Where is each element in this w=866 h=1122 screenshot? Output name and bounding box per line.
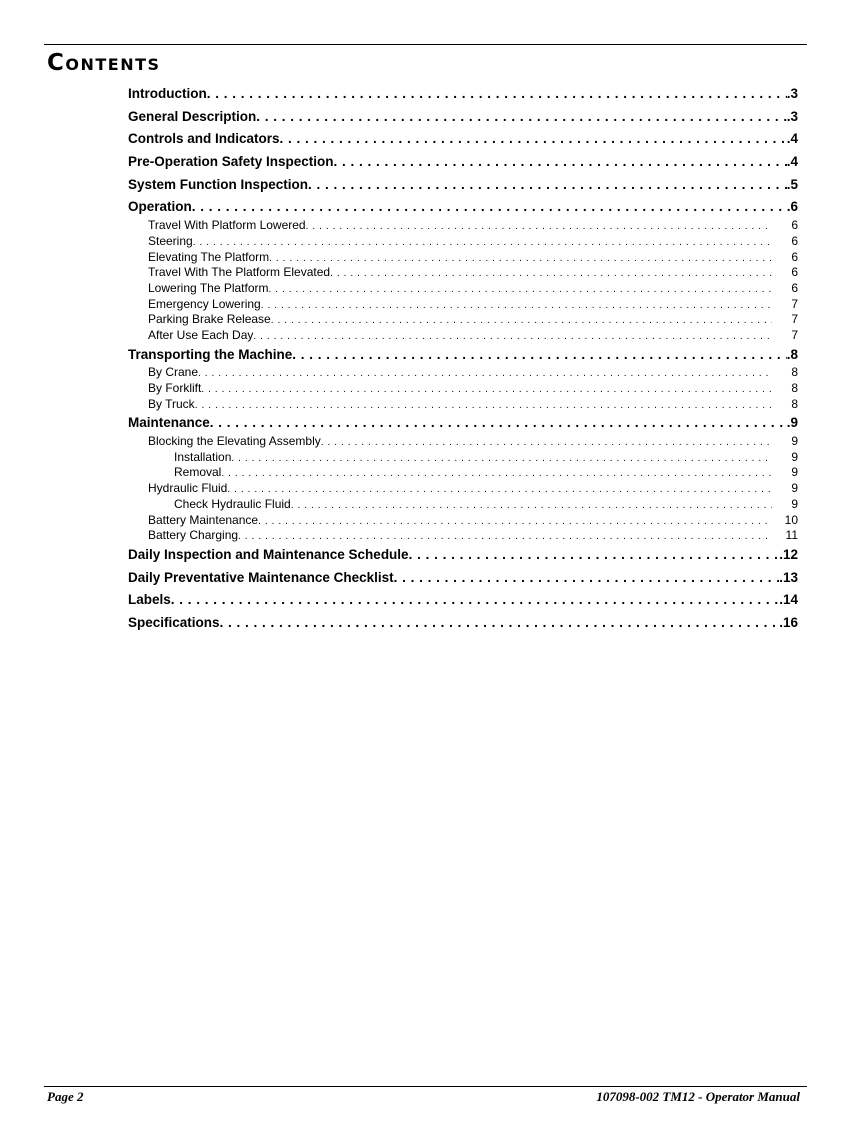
toc-entry-title: By Truck (148, 396, 195, 411)
toc-entry-title: Elevating The Platform (148, 249, 270, 264)
toc-entry-title: By Crane (148, 365, 199, 380)
toc-entry-title: Specifications (128, 614, 220, 630)
toc-entry[interactable] (128, 328, 798, 344)
dot-leader (261, 298, 772, 314)
toc-entry[interactable] (128, 281, 798, 297)
toc-entry[interactable] (128, 450, 798, 466)
toc-entry[interactable] (128, 265, 798, 281)
toc-entry-page-number: 6 (791, 249, 798, 264)
toc-entry[interactable] (128, 412, 798, 435)
toc-entry-page-number: 7 (791, 312, 798, 327)
toc-entry-page-number: .6 (786, 199, 798, 215)
toc-entry-title: Travel With Platform Lowered (148, 218, 306, 233)
toc-entry[interactable] (128, 128, 798, 151)
toc-entry-page-number: 9 (791, 465, 798, 480)
toc-entry[interactable] (128, 567, 798, 590)
dot-leader (210, 412, 787, 435)
dot-leader (334, 151, 787, 174)
toc-entry[interactable] (128, 344, 798, 367)
toc-entry[interactable] (128, 381, 798, 397)
toc-entry[interactable] (128, 434, 798, 450)
toc-entry-title: Emergency Lowering (148, 296, 261, 311)
dot-leader (201, 382, 772, 398)
toc-entry-page-number: 8 (791, 396, 798, 411)
toc-entry-page-number: 7 (791, 296, 798, 311)
footer-page-number: Page 2 (47, 1089, 84, 1104)
toc-entry[interactable] (128, 397, 798, 413)
toc-entry-page-number: 6 (791, 233, 798, 248)
dot-leader (394, 567, 780, 590)
toc-entry[interactable] (128, 513, 798, 529)
toc-entry-title: Introduction (128, 86, 207, 101)
toc-entry-page-number: .9 (786, 415, 798, 431)
toc-entry-page-number: .13 (779, 569, 798, 585)
toc-entry-page-number: 9 (791, 496, 798, 511)
dot-leader (198, 366, 772, 382)
toc-entry[interactable] (128, 544, 798, 567)
toc-entry-page-number: .8 (786, 346, 798, 362)
toc-entry[interactable] (128, 174, 798, 197)
dot-leader (291, 498, 772, 514)
toc-entry-page-number: .3 (786, 108, 798, 124)
dot-leader (409, 544, 780, 567)
toc-entry-title: Check Hydraulic Fluid (174, 496, 291, 511)
toc-entry-title: General Description (128, 108, 257, 124)
toc-entry[interactable] (128, 250, 798, 266)
dot-leader (271, 313, 772, 329)
dot-leader (220, 612, 780, 635)
dot-leader (192, 196, 787, 219)
toc-entry-page-number: 11 (785, 528, 798, 543)
toc-entry-title: Daily Inspection and Maintenance Schedule (128, 546, 409, 562)
toc-entry-page-number: 6 (791, 280, 798, 295)
toc-entry-title: Parking Brake Release (148, 312, 271, 327)
dot-leader (238, 529, 772, 545)
toc-entry[interactable] (128, 497, 798, 513)
toc-entry-title: After Use Each Day (148, 327, 254, 342)
dot-leader (256, 106, 786, 129)
toc-entry-page-number: 9 (791, 449, 798, 464)
page-title: Contents (47, 50, 161, 76)
toc-entry[interactable] (128, 589, 798, 612)
toc-entry[interactable] (128, 106, 798, 129)
dot-leader (231, 451, 772, 467)
dot-leader (227, 482, 772, 498)
footer-rule (44, 1086, 807, 1087)
toc-entry-title: Battery Maintenance (148, 512, 259, 527)
toc-entry[interactable] (128, 481, 798, 497)
toc-entry-title: Lowering The Platform (148, 280, 269, 295)
toc-entry[interactable] (128, 312, 798, 328)
dot-leader (269, 251, 772, 267)
dot-leader (258, 514, 772, 530)
dot-leader (306, 219, 772, 235)
toc-entry-page-number: 8 (791, 365, 798, 380)
toc-entry[interactable] (128, 365, 798, 381)
dot-leader (195, 398, 772, 414)
toc-entry-title: Labels (128, 592, 171, 608)
toc-entry-title: Blocking the Elevating Assembly (148, 434, 321, 449)
toc-entry-page-number: 6 (791, 265, 798, 280)
toc-entry-title: Steering (148, 233, 193, 248)
dot-leader (207, 83, 787, 106)
header-rule (44, 44, 807, 45)
toc-entry-page-number: .12 (779, 546, 798, 562)
dot-leader (171, 589, 779, 612)
dot-leader (253, 329, 772, 345)
toc-entry-title: Daily Preventative Maintenance Checklist (128, 569, 394, 585)
toc-entry-title: System Function Inspection (128, 176, 309, 192)
toc-entry-page-number: 9 (791, 481, 798, 496)
dot-leader (292, 344, 786, 367)
toc-entry-page-number: .16 (779, 614, 798, 630)
toc-entry-title: Operation (128, 199, 192, 215)
toc-entry[interactable] (128, 151, 798, 174)
toc-entry-page-number: .14 (779, 592, 798, 608)
toc-entry-page-number: .4 (786, 131, 798, 147)
dot-leader (321, 435, 772, 451)
dot-leader (280, 128, 787, 151)
toc-entry-title: Removal (174, 465, 222, 480)
toc-entry[interactable] (128, 465, 798, 481)
toc-entry-title: Installation (174, 449, 232, 464)
toc-entry[interactable] (128, 218, 798, 234)
toc-entry[interactable] (128, 83, 798, 106)
table-of-contents (128, 83, 798, 635)
toc-entry-title: Transporting the Machine (128, 346, 293, 362)
dot-leader (221, 466, 772, 482)
dot-leader (193, 235, 772, 251)
toc-entry-title: Maintenance (128, 415, 210, 431)
dot-leader (269, 282, 772, 298)
toc-entry-title: Travel With The Platform Elevated (148, 265, 331, 280)
dot-leader (308, 174, 787, 197)
toc-entry-page-number: .4 (786, 154, 798, 170)
toc-entry-title: Pre-Operation Safety Inspection (128, 154, 334, 170)
toc-entry-page-number: 7 (791, 327, 798, 342)
toc-entry-page-number: .5 (786, 176, 798, 192)
toc-entry-page-number: 6 (791, 218, 798, 233)
toc-entry[interactable] (128, 612, 798, 635)
toc-entry-title: Hydraulic Fluid (148, 481, 228, 496)
toc-entry-title: Battery Charging (148, 528, 239, 543)
toc-entry[interactable] (128, 234, 798, 250)
toc-entry[interactable] (128, 528, 798, 544)
toc-entry[interactable] (128, 297, 798, 313)
footer-document-title: 107098-002 TM12 - Operator Manual (596, 1089, 800, 1104)
toc-entry-page-number: .3 (786, 86, 798, 101)
dot-leader (330, 266, 772, 282)
toc-entry-page-number: 9 (791, 434, 798, 449)
toc-entry[interactable] (128, 196, 798, 219)
toc-entry-page-number: 10 (784, 512, 798, 527)
toc-entry-title: By Forklift (148, 381, 202, 395)
toc-entry-title: Controls and Indicators (128, 131, 280, 147)
toc-entry-page-number: 8 (791, 381, 798, 395)
